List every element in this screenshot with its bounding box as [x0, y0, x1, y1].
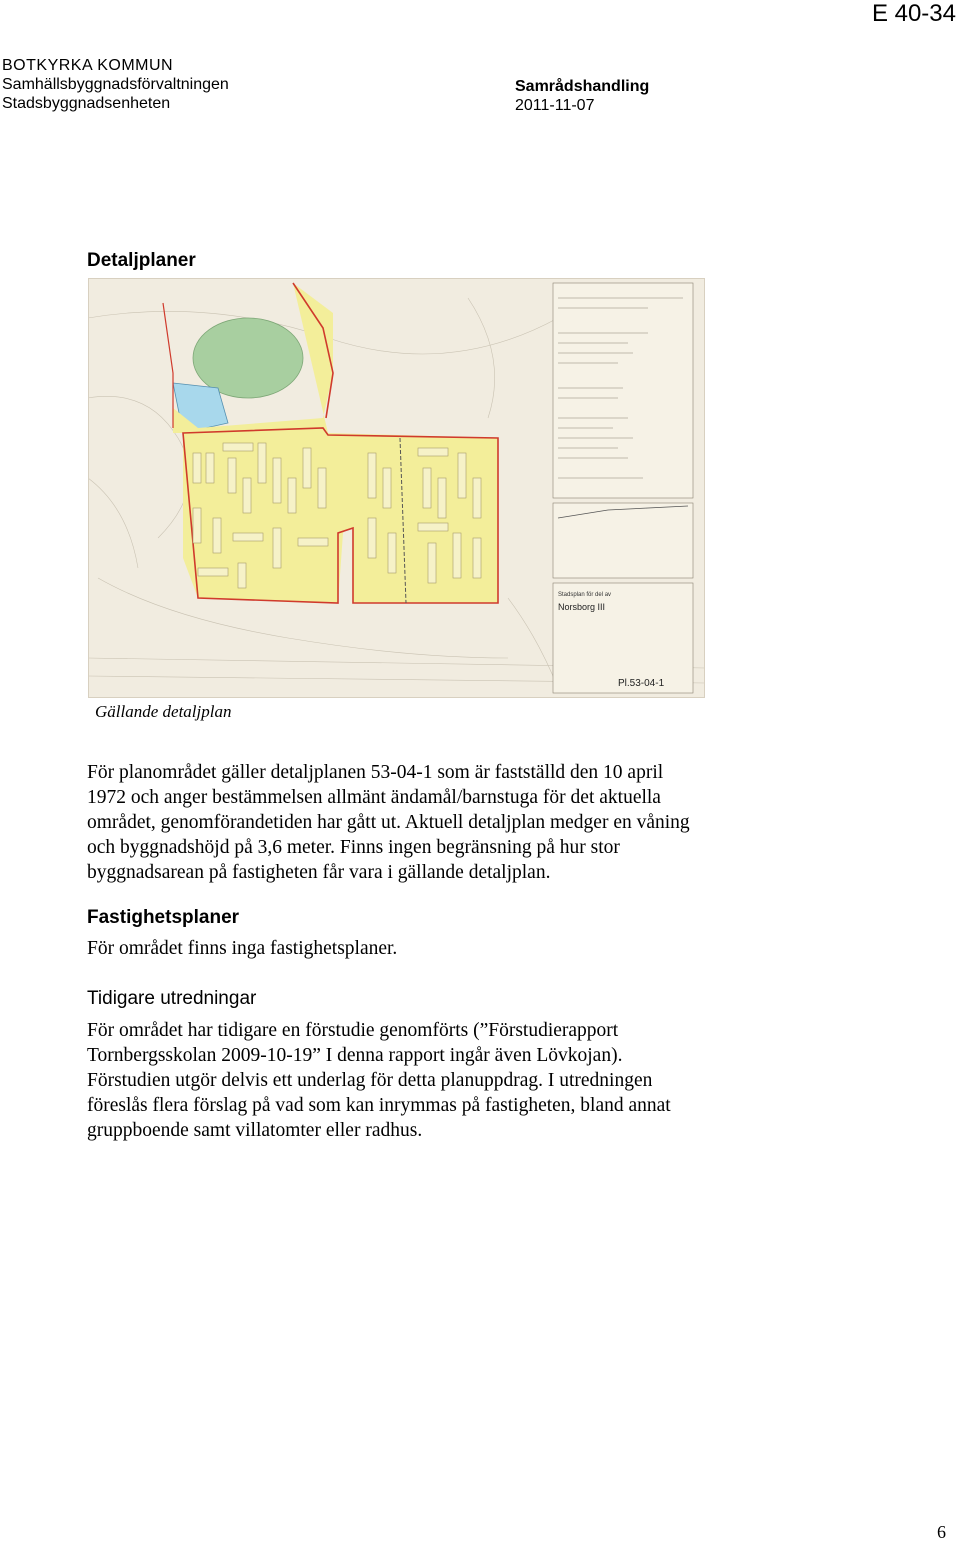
paragraph-line: För planområdet gäller detaljplanen 53-04-1 som är fastställd den 10 april: [87, 762, 664, 783]
paragraph-line: byggnadsarean på fastigheten får vara i gällande detaljplan.: [87, 862, 551, 883]
paragraph-line: Tornbergsskolan 2009-10-19” I denna rapport ingår även Lövkojan).: [87, 1045, 623, 1066]
paragraph-line: föreslås flera förslag på vad som kan inrymmas på fastigheten, bland annat: [87, 1095, 671, 1116]
paragraph-plan-details: [87, 760, 787, 885]
paragraph-line: området, genomförandetiden har gått ut. Aktuell detaljplan medger en våning: [87, 812, 690, 833]
paragraph-tidigare-utredningar: [87, 1018, 787, 1143]
plan-name: Norsborg III: [558, 602, 606, 612]
page-number: 6: [937, 1522, 946, 1542]
document-code: E 40-34: [871, 0, 956, 27]
paragraph-line: 1972 och anger bestämmelsen allmänt ändamål/barnstuga för det aktuella: [87, 787, 661, 808]
detail-plan-map: [88, 278, 705, 698]
unit-name: Stadsbyggnadsenheten: [2, 95, 171, 112]
paragraph-fastighetsplaner: För området finns inga fastighetsplaner.: [87, 938, 398, 959]
header-right: [515, 77, 649, 115]
svg-text:Stadsplan för del av: Stadsplan för del av: [558, 592, 612, 598]
heading-tidigare-utredningar: Tidigare utredningar: [87, 988, 257, 1009]
plan-number: Pl.53-04-1: [618, 678, 665, 689]
org-name: BOTKYRKA KOMMUN: [2, 57, 174, 74]
paragraph-line: och byggnadshöjd på 3,6 meter. Finns ingen begränsning på hur stor: [87, 837, 620, 858]
heading-fastighetsplaner: Fastighetsplaner: [87, 907, 240, 928]
paragraph-line: gruppboende samt villatomter eller radhus.: [87, 1120, 423, 1141]
department-name: Samhällsbyggnadsförvaltningen: [2, 76, 229, 93]
section-title: Detaljplaner: [87, 250, 196, 271]
paragraph-line: Förstudien utgör delvis ett underlag för detta planuppdrag. I utredningen: [87, 1070, 653, 1091]
header-left: [2, 56, 229, 113]
paragraph-line: För området har tidigare en förstudie genomförts (”Förstudierapport: [87, 1020, 619, 1041]
document-date: 2011-11-07: [515, 97, 595, 114]
document-type: Samrådshandling: [515, 78, 650, 95]
figure-caption: Gällande detaljplan: [95, 702, 232, 721]
